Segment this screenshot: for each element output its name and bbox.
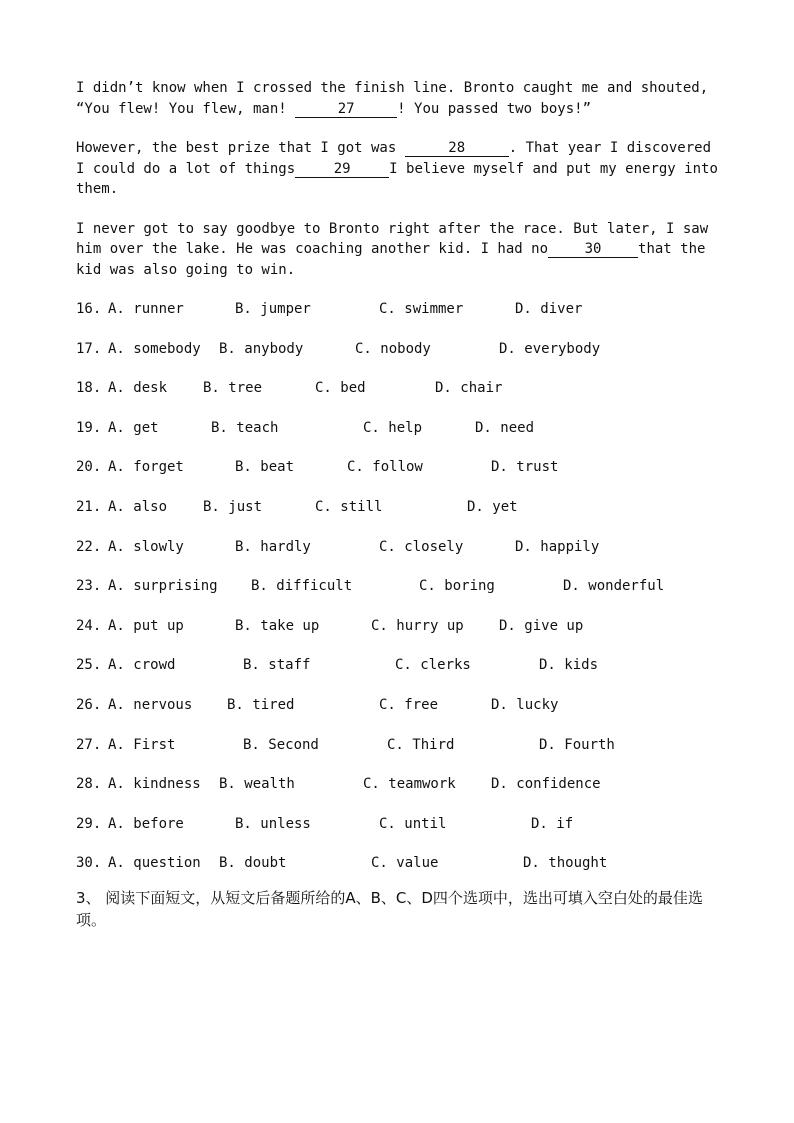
option-a: A. put up: [108, 617, 184, 634]
option-a: A. slowly: [108, 538, 184, 555]
question-17: [76, 339, 726, 379]
question-number: 26.: [76, 696, 102, 713]
option-d: D. happily: [515, 538, 600, 555]
option-d: D. give up: [499, 617, 584, 634]
document-page: [76, 78, 726, 931]
option-c: C. hurry up: [371, 617, 464, 634]
question-26: [76, 695, 726, 735]
question-18: [76, 378, 726, 418]
option-a: A. desk: [108, 380, 168, 397]
paragraph-goodbye: [76, 219, 726, 281]
option-a: A. before: [108, 815, 184, 832]
section-3-instructions: 3、 阅读下面短文，从短文后备题所给的A、B、C、D四个选项中，选出可填入空白处的最佳选项。: [76, 888, 703, 929]
option-b: B. doubt: [219, 855, 287, 872]
question-19: [76, 418, 726, 458]
question-number: 27.: [76, 736, 102, 753]
option-c: C. closely: [379, 538, 464, 555]
option-c: C. bed: [315, 380, 366, 397]
question-number: 16.: [76, 301, 102, 317]
option-d: D. thought: [523, 855, 608, 872]
blank-29: 29: [295, 161, 389, 178]
option-c: C. nobody: [355, 340, 431, 357]
question-20: [76, 457, 726, 497]
option-b: B. difficult: [251, 578, 353, 595]
option-c: C. help: [363, 419, 423, 436]
option-a: A. somebody: [108, 340, 201, 357]
option-b: B. take up: [235, 617, 320, 634]
option-b: B. beat: [235, 459, 295, 476]
option-d: D. confidence: [491, 776, 601, 793]
option-a: A. also: [108, 498, 168, 515]
option-a: A. kindness: [108, 776, 201, 793]
option-d: D. if: [531, 815, 574, 832]
option-a: A. forget: [108, 459, 184, 476]
option-b: B. wealth: [219, 776, 295, 793]
option-a: A. crowd: [108, 657, 176, 674]
option-d: D. chair: [435, 380, 503, 397]
option-d: D. yet: [467, 498, 518, 515]
blank-28: 28: [405, 140, 509, 157]
question-16: [76, 299, 726, 339]
option-c: C. still: [315, 498, 383, 515]
option-c: C. clerks: [395, 657, 471, 674]
option-a: A. nervous: [108, 696, 193, 713]
question-number: 20.: [76, 459, 102, 476]
option-c: C. follow: [347, 459, 423, 476]
option-c: C. Third: [387, 736, 455, 753]
option-a: A. First: [108, 736, 176, 753]
option-b: B. teach: [211, 419, 279, 436]
question-30: [76, 853, 726, 893]
option-c: C. boring: [419, 578, 495, 595]
option-b: B. tree: [203, 380, 263, 397]
option-d: D. diver: [515, 301, 583, 317]
option-b: B. jumper: [235, 301, 311, 317]
question-list: [76, 299, 726, 893]
question-number: 21.: [76, 498, 102, 515]
option-c: C. teamwork: [363, 776, 456, 793]
question-29: [76, 814, 726, 854]
option-c: C. free: [379, 696, 439, 713]
option-d: D. kids: [539, 657, 599, 674]
question-number: 30.: [76, 855, 102, 872]
question-27: [76, 735, 726, 775]
paragraph-text: However, the best prize that I got was: [76, 140, 405, 156]
question-number: 23.: [76, 578, 102, 595]
question-number: 22.: [76, 538, 102, 555]
option-c: C. value: [371, 855, 439, 872]
paragraph-text: I never got to say goodbye to Bronto right after the race. But later, I saw him over the lake. He was coaching another kid. I had no: [76, 220, 717, 257]
question-22: [76, 537, 726, 577]
question-number: 25.: [76, 657, 102, 674]
option-b: B. anybody: [219, 340, 304, 357]
option-a: A. question: [108, 855, 201, 872]
option-c: C. until: [379, 815, 447, 832]
blank-27: 27: [295, 101, 397, 118]
option-d: D. need: [475, 419, 535, 436]
question-28: [76, 774, 726, 814]
question-24: [76, 616, 726, 656]
option-b: B. Second: [243, 736, 319, 753]
option-c: C. swimmer: [379, 301, 464, 317]
question-number: 19.: [76, 419, 102, 436]
option-b: B. tired: [227, 696, 295, 713]
question-25: [76, 655, 726, 695]
option-b: B. just: [203, 498, 263, 515]
option-b: B. hardly: [235, 538, 311, 555]
question-number: 29.: [76, 815, 102, 832]
option-d: D. everybody: [499, 340, 601, 357]
option-a: A. surprising: [108, 578, 218, 595]
option-d: D. wonderful: [563, 578, 665, 595]
option-a: A. get: [108, 419, 159, 436]
paragraph-text: . That year I discovered I could do a lot of things: [76, 140, 720, 177]
paragraph-finish-line: [76, 78, 726, 119]
question-21: [76, 497, 726, 537]
paragraph-best-prize: [76, 138, 726, 200]
option-a: A. runner: [108, 301, 184, 317]
paragraph-text: that the kid was also going to win.: [76, 241, 714, 278]
paragraph-text: ! You passed two boys!”: [397, 100, 592, 117]
option-b: B. unless: [235, 815, 311, 832]
paragraph-text: I didn’t know when I crossed the finish line. Bronto caught me and shouted, “You flew! You flew, man!: [76, 80, 717, 117]
question-number: 28.: [76, 776, 102, 793]
option-d: D. Fourth: [539, 736, 615, 753]
option-d: D. lucky: [491, 696, 559, 713]
question-23: [76, 576, 726, 616]
paragraph-text: I believe myself and put my energy into them.: [76, 160, 727, 197]
question-number: 17.: [76, 340, 102, 357]
option-d: D. trust: [491, 459, 559, 476]
option-b: B. staff: [243, 657, 311, 674]
question-number: 18.: [76, 380, 102, 397]
blank-30: 30: [548, 241, 638, 258]
question-number: 24.: [76, 617, 102, 634]
